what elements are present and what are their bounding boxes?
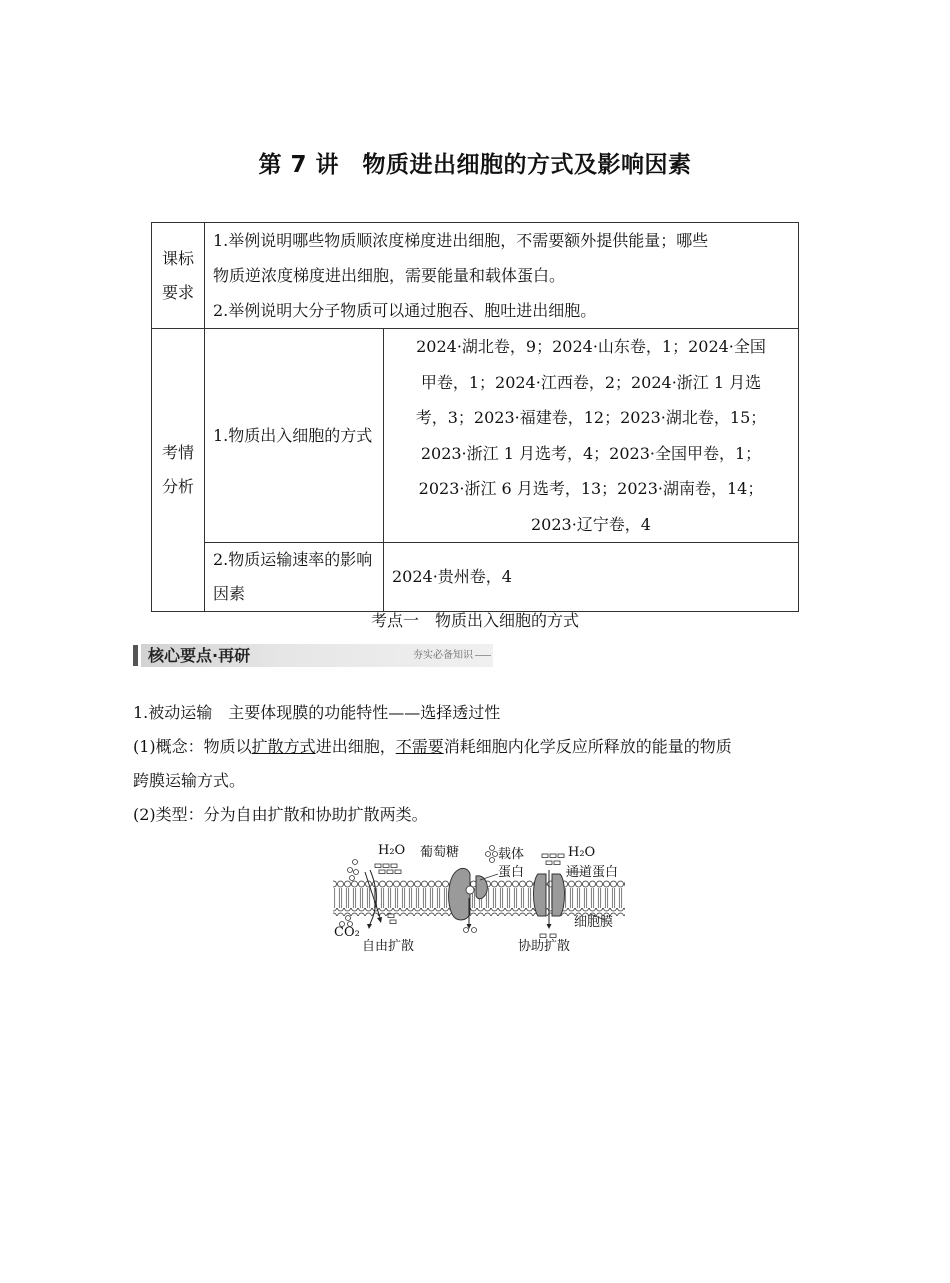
- header-line: 课标: [161, 248, 194, 268]
- label-h2o-right: H₂O: [568, 845, 596, 860]
- label-free-diffusion: 自由扩散: [362, 939, 415, 954]
- label-glucose: 葡萄糖: [420, 845, 460, 860]
- channel-protein: [534, 870, 565, 929]
- row-header-analysis: [152, 329, 205, 612]
- membrane-transport-diagram: [330, 840, 630, 960]
- label-carrier-2: 蛋白: [498, 865, 525, 880]
- header-line: 分析: [161, 477, 194, 496]
- label-co2: CO₂: [334, 925, 360, 940]
- content-line: 1.举例说明哪些物质顺浓度梯度进出细胞，不需要额外提供能量；哪些: [213, 231, 709, 250]
- paragraph-passive-transport: 1.被动运输 主要体现膜的功能特性——选择透过性: [133, 703, 501, 722]
- value-line: 考，3；2023·福建卷，12；2023·湖北卷，15；: [415, 408, 767, 427]
- page-title: 第 7 讲 物质进出细胞的方式及影响因素: [258, 152, 692, 178]
- banner-sublabel: 夯实必备知识: [413, 650, 473, 661]
- text: 消耗细胞内化学反应所释放的能量的物质: [443, 737, 732, 756]
- value-line: 甲卷，1；2024·江西卷，2；2024·浙江 1 月选: [420, 372, 762, 392]
- standard-content: [205, 223, 799, 329]
- paragraph-types: (2)类型：分为自由扩散和协助扩散两类。: [133, 805, 428, 824]
- underlined-term: 不需要: [395, 737, 444, 756]
- text: (1)概念：物质以: [133, 737, 252, 756]
- analysis-sub-label: 1.物质出入细胞的方式: [205, 329, 384, 543]
- table-row: [152, 329, 799, 543]
- text: 进出细胞，: [315, 737, 396, 756]
- paragraph-concept: [133, 730, 732, 764]
- value-line: 2023·辽宁卷，4: [531, 514, 651, 534]
- analysis-sub-label: 2.物质运输速率的影响因素: [205, 543, 384, 612]
- table-row: [152, 223, 799, 329]
- content-line: 2.举例说明大分子物质可以通过胞吞、胞吐进出细胞。: [213, 301, 597, 320]
- label-facilitated-diffusion: 协助扩散: [518, 939, 571, 954]
- label-carrier-1: 载体: [498, 847, 525, 862]
- value-line: 2024·湖北卷，9；2024·山东卷，1；2024·全国: [416, 337, 766, 356]
- value-line: 2023·浙江 1 月选考，4；2023·全国甲卷，1；: [420, 443, 762, 463]
- underlined-term: 扩散方式: [251, 737, 316, 756]
- analysis-sub-value: 2024·贵州卷，4: [384, 543, 799, 612]
- value-line: 2023·浙江 6 月选考，13；2023·湖南卷，14；: [418, 479, 764, 498]
- label-h2o-left: H₂O: [378, 843, 406, 858]
- content-line: 物质逆浓度梯度进出细胞，需要能量和载体蛋白。: [213, 266, 566, 285]
- label-membrane: 细胞膜: [574, 915, 614, 930]
- banner-bar: [133, 645, 138, 666]
- section-banner: [133, 644, 493, 667]
- header-line: 要求: [161, 282, 194, 302]
- header-line: 考情: [161, 443, 194, 462]
- table-row: [152, 543, 799, 612]
- curriculum-table: [151, 222, 799, 612]
- row-header-standard: [152, 223, 205, 329]
- analysis-sub-value: [384, 329, 799, 543]
- banner-label: 核心要点·再研: [148, 646, 251, 665]
- banner-divider: [475, 655, 491, 656]
- section-caption: 考点一 物质出入细胞的方式: [370, 611, 579, 630]
- paragraph-concept-cont: 跨膜运输方式。: [133, 771, 246, 790]
- label-channel: 通道蛋白: [566, 865, 619, 880]
